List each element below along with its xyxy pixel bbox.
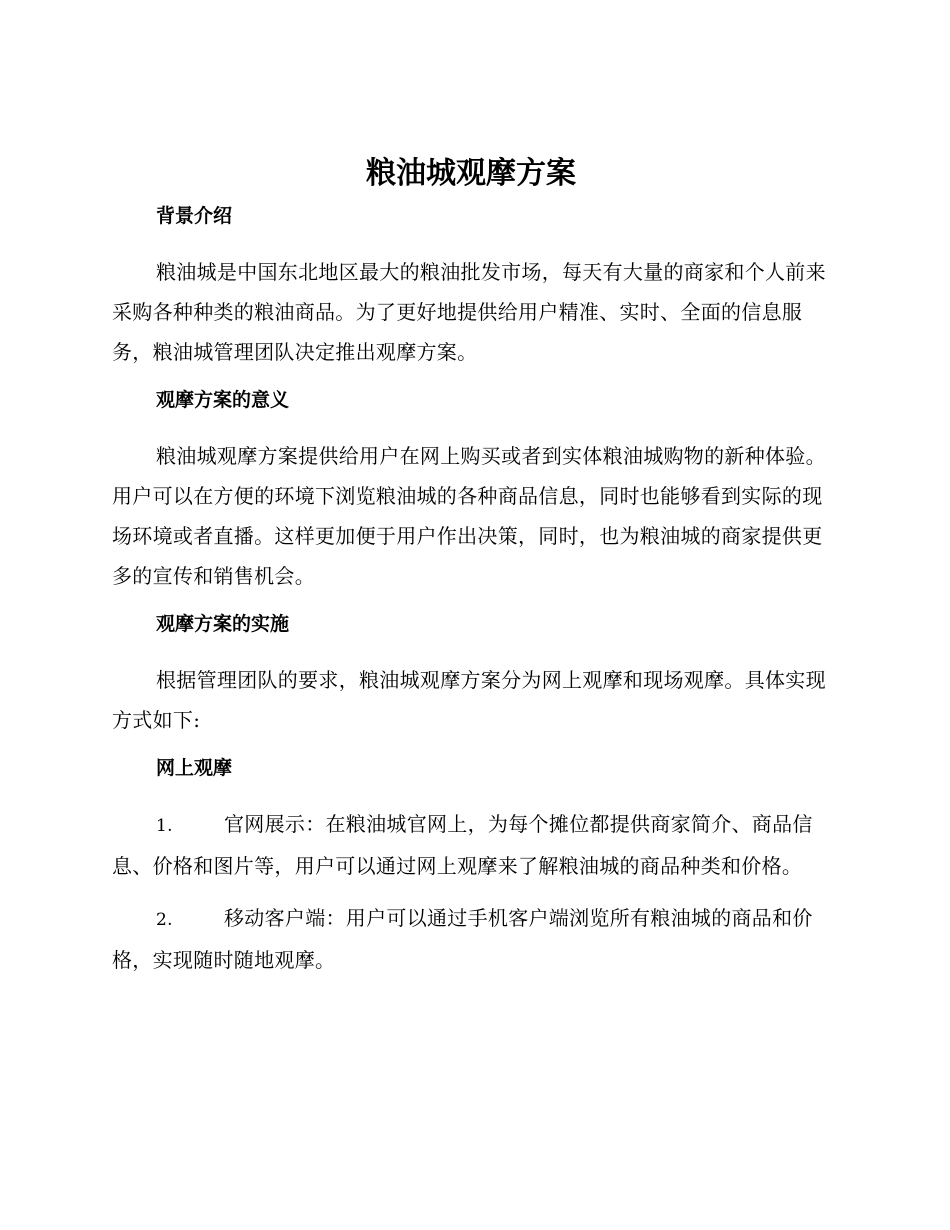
section-heading: 背景介绍 <box>156 205 233 227</box>
paragraph: 粮油城是中国东北地区最大的粮油批发市场，每天有大量的商家和个人前来采购各种种类的粮油商品。为了更好地提供给用户精准、实时、全面的信息服务，粮油城管理团队决定推出观摩方案。 <box>112 260 826 364</box>
list-item <box>112 804 830 886</box>
document-page <box>112 150 830 992</box>
section-heading: 观摩方案的实施 <box>156 613 290 635</box>
paragraph: 粮油城观摩方案提供给用户在网上购买或者到实体粮油城购物的新种体验。用户可以在方便的环境下浏览粮油城的各种商品信息，同时也能够看到实际的现场环境或者直播。这样更加便于用户作出决策，同时，也为粮油城的商家提供更多的宣传和销售机会。 <box>112 444 826 588</box>
document-title: 粮油城观摩方案 <box>366 156 576 191</box>
list-item <box>112 898 830 980</box>
list-number: 2. <box>156 910 173 930</box>
section-significance <box>112 384 830 596</box>
list-text: 官网展示：在粮油城官网上，为每个摊位都提供商家简介、商品信息、价格和图片等，用户可以通过网上观摩来了解粮油城的商品种类和价格。 <box>112 812 813 878</box>
section-background <box>112 200 830 372</box>
section-heading: 观摩方案的意义 <box>156 389 290 411</box>
list-number: 1. <box>156 816 173 836</box>
section-implementation <box>112 608 830 740</box>
section-online-observation <box>112 752 830 980</box>
section-heading: 网上观摩 <box>156 757 233 779</box>
list-text: 移动客户端：用户可以通过手机客户端浏览所有粮油城的商品和价格，实现随时随地观摩。 <box>112 906 813 972</box>
paragraph: 根据管理团队的要求，粮油城观摩方案分为网上观摩和现场观摩。具体实现方式如下: <box>112 668 826 732</box>
